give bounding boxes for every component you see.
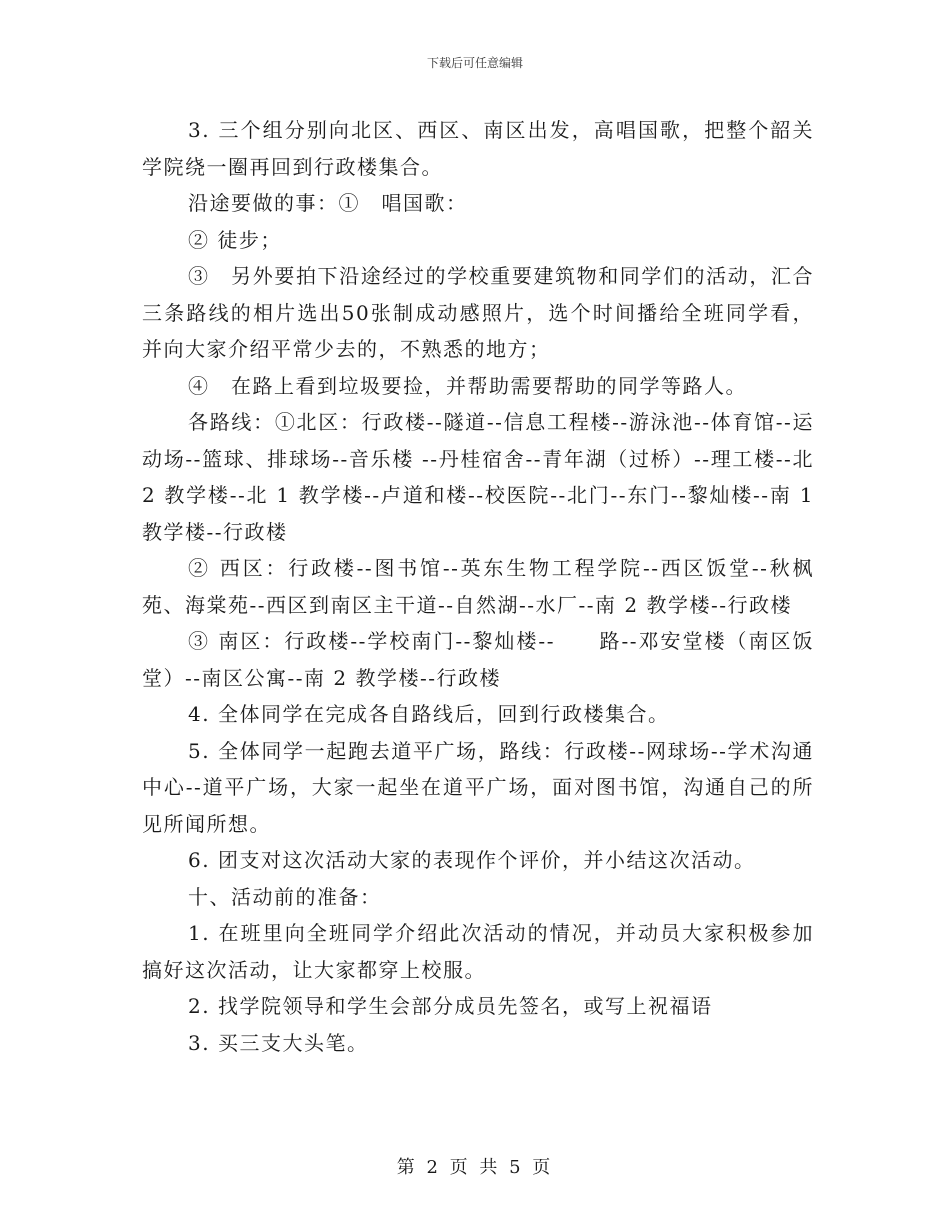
paragraph-route-north: 各路线：①北区：行政楼--隧道--信息工程楼--游泳池--体育馆--运动场--篮球、排球场--音乐楼 --丹桂宿舍--青年湖（过桥）--理工楼--北 2 教学楼--北 1 教学楼--卢道和楼--校医院--北门--东门--黎灿楼--南 1 教学楼--行政楼 bbox=[142, 410, 814, 544]
document-body bbox=[142, 112, 814, 1061]
paragraph-route-south: ③ 南区：行政楼--学校南门--黎灿楼-- 路--邓安堂楼（南区饭堂）--南区公寓--南 2 教学楼--行政楼 bbox=[142, 629, 814, 690]
page-footer: 第 2 页 共 5 页 bbox=[396, 1157, 554, 1178]
paragraph-step-4: 4. 全体同学在完成各自路线后，回到行政楼集合。 bbox=[188, 702, 670, 726]
paragraph-prep-2: 2. 找学院领导和学生会部分成员先签名，或写上祝福语 bbox=[188, 994, 713, 1018]
page-header: 下载后可任意编辑 bbox=[426, 56, 523, 70]
paragraph-step-3: 3. 三个组分别向北区、西区、南区出发，高唱国歌，把整个韶关学院绕一圈再回到行政楼集合。 bbox=[142, 118, 814, 179]
paragraph-step-6: 6. 团支对这次活动大家的表现作个评价，并小结这次活动。 bbox=[188, 848, 756, 872]
section-heading-preparation: 十、活动前的准备： bbox=[188, 884, 382, 909]
paragraph-item-4: ④ 在路上看到垃圾要捡，并帮助需要帮助的同学等路人。 bbox=[188, 373, 747, 398]
paragraph-step-5: 5. 全体同学一起跑去道平广场，路线：行政楼--网球场--学术沟通中心--道平广场，大家一起坐在道平广场，面对图书馆，沟通自己的所见所闻所想。 bbox=[142, 738, 814, 836]
paragraph-route-west: ② 西区：行政楼--图书馆--英东生物工程学院--西区饭堂--秋枫苑、海棠苑--西区到南区主干道--自然湖--水厂--南 2 教学楼--行政楼 bbox=[142, 556, 814, 617]
paragraph-item-3: ③ 另外要拍下沿途经过的学校重要建筑物和同学们的活动，汇合三条路线的相片选出50张制成动感照片，选个时间播给全班同学看，并向大家介绍平常少去的，不熟悉的地方； bbox=[142, 264, 814, 361]
paragraph-prep-3: 3. 买三支大头笔。 bbox=[188, 1030, 369, 1055]
paragraph-item-2: ② 徒步； bbox=[188, 227, 282, 252]
paragraph-things-to-do: 沿途要做的事：① 唱国歌： bbox=[188, 191, 468, 215]
paragraph-prep-1: 1. 在班里向全班同学介绍此次活动的情况，并动员大家积极参加搞好这次活动，让大家都穿上校服。 bbox=[142, 921, 814, 982]
